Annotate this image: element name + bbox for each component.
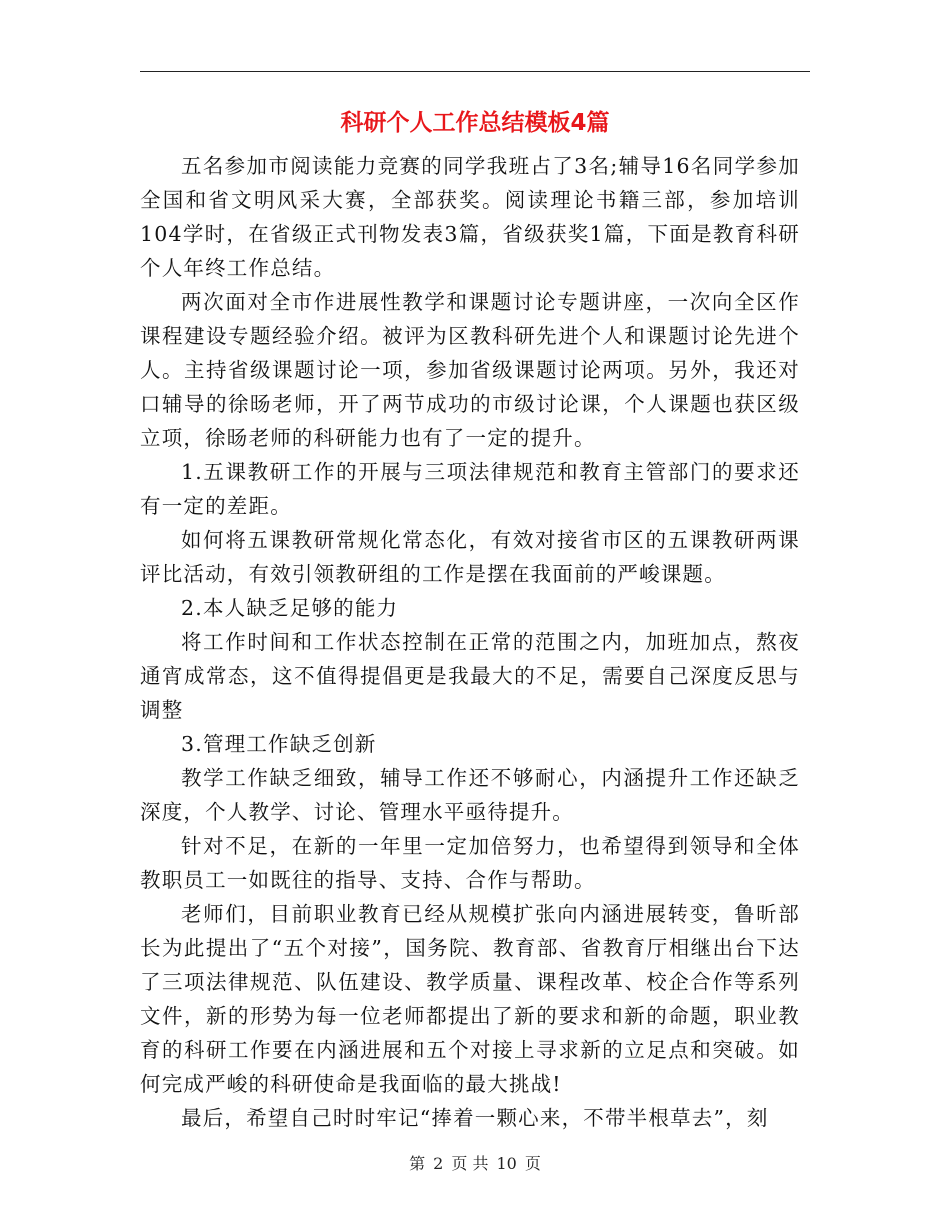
page-footer <box>0 1152 950 1176</box>
footer-middle: 页 共 <box>451 1154 489 1173</box>
paragraph-3: 1.五课教研工作的开展与三项法律规范和教育主管部门的要求还有一定的差距。 <box>140 460 800 518</box>
footer-total-pages: 10 <box>496 1154 517 1173</box>
document-title: 科研个人工作总结模板4篇 <box>340 110 610 136</box>
footer-prefix: 第 <box>409 1154 426 1173</box>
paragraph-4: 如何将五课教研常规化常态化，有效对接省市区的五课教研两课评比活动，有效引领教研组的工作是摆在我面前的严峻课题。 <box>140 528 800 586</box>
paragraph-10: 老师们，目前职业教育已经从规模扩张向内涵进展转变，鲁昕部长为此提出了“五个对接”，国务院、教育部、省教育厅相继出台下达了三项法律规范、队伍建设、教学质量、课程改革、校企合作等系列文件，新的形势为每一位老师都提出了新的要求和新的命题，职业教育的科研工作要在内涵进展和五个对接上寻求新的立足点和突破。如何完成严峻的科研使命是我面临的最大挑战! <box>140 902 800 1096</box>
paragraph-1: 五名参加市阅读能力竞赛的同学我班占了3名;辅导16名同学参加全国和省文明风采大赛，全部获奖。阅读理论书籍三部，参加培训104学时，在省级正式刊物发表3篇，省级获奖1篇，下面是教育科研个人年终工作总结。 <box>140 154 800 280</box>
paragraph-7: 3.管理工作缺乏创新 <box>181 732 377 756</box>
document-body <box>140 149 800 1135</box>
footer-suffix: 页 <box>524 1154 541 1173</box>
paragraph-11: 最后，希望自己时时牢记“捧着一颗心来，不带半根草去”，刻 <box>181 1106 769 1130</box>
paragraph-2: 两次面对全市作进展性教学和课题讨论专题讲座，一次向全区作课程建设专题经验介绍。被评为区教科研先进个人和课题讨论先进个人。主持省级课题讨论一项，参加省级课题讨论两项。另外，我还对口辅导的徐旸老师，开了两节成功的市级讨论课，个人课题也获区级立项，徐旸老师的科研能力也有了一定的提升。 <box>140 290 800 450</box>
footer-page-number: 2 <box>433 1154 444 1173</box>
paragraph-5: 2.本人缺乏足够的能力 <box>181 596 399 620</box>
paragraph-9: 针对不足，在新的一年里一定加倍努力，也希望得到领导和全体教职员工一如既往的指导、支持、合作与帮助。 <box>140 834 800 892</box>
paragraph-6: 将工作时间和工作状态控制在正常的范围之内，加班加点，熬夜通宵成常态，这不值得提倡更是我最大的不足，需要自己深度反思与调整 <box>140 630 800 722</box>
paragraph-8: 教学工作缺乏细致，辅导工作还不够耐心，内涵提升工作还缺乏深度，个人教学、讨论、管理水平亟待提升。 <box>140 766 800 824</box>
header-rule <box>140 71 810 72</box>
